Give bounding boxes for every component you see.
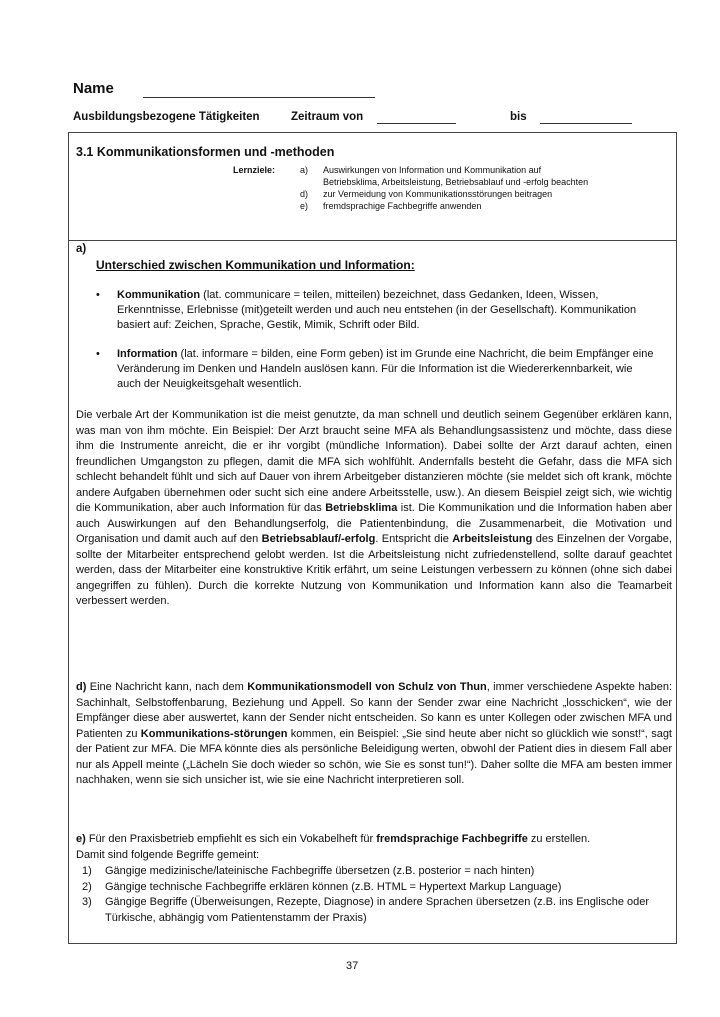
part-e-intro: Damit sind folgende Begriffe gemeint:	[76, 848, 260, 861]
bullet-icon: •	[96, 289, 100, 301]
learning-goals-label: Lernziele:	[233, 165, 276, 175]
list-item: 2) Gängige technische Fachbegriffe erklären können (z.B. HTML = Hypertext Markup Language)	[82, 880, 562, 893]
goal-letter: a)	[300, 165, 309, 175]
goal-letter: d)	[300, 189, 309, 199]
definition-communication: (lat. communicare = teilen, mitteilen) bezeichnet, dass Gedanken, Ideen, Wissen, Erkenntnisse, Erlebnisse (mit)geteilt werden und auch neu entstehen (in der Gesellschaft). Kommunikation basiert auf: Zeichen, Sprache, Gestik, Mimik, Schrift oder Bild.	[117, 289, 637, 331]
part-a-label: a)	[76, 243, 87, 255]
goal-text: zur Vermeidung von Kommunikationsstörungen beitragen	[323, 189, 553, 199]
list-item: 3) Gängige Begriffe (Überweisungen, Rezepte, Diagnose) in andere Sprachen übersetzen (z.B. ins Englische oder Türkische, abhängig vom Patientenstamm der Praxis)	[82, 896, 650, 924]
goal-item	[300, 200, 600, 212]
part-a-heading: Unterschied zwischen Kommunikation und Information:	[96, 258, 415, 272]
activities-label: Ausbildungsbezogene Tätigkeiten	[73, 111, 260, 123]
until-label: bis	[510, 111, 527, 123]
period-to-line[interactable]	[540, 123, 632, 124]
bullet-information	[96, 347, 656, 392]
definition-information: (lat. informare = bilden, eine Form geben) ist im Grunde eine Nachricht, die beim Empfänger eine Veränderung im Denken und Handeln auslösen kann. Für die Information ist die Wiedererkennbarkeit, wie auch der Neuigkeitsgehalt wesentlich.	[117, 348, 654, 390]
goal-item	[300, 164, 600, 188]
part-e-label: e)	[76, 833, 86, 845]
part-d-label: d)	[76, 681, 87, 693]
part-e-paragraph: e) Für den Praxisbetrieb empfiehlt es sich ein Vokabelheft für fremdsprachige Fachbegriffe zu erstellen. Damit sind folgende Begriffe gemeint:	[76, 833, 591, 861]
goal-text: Auswirkungen von Information und Kommunikation auf Betriebsklima, Arbeitsleistung, Betriebsablauf und -erfolg beachten	[323, 165, 589, 187]
learning-goals-list	[300, 164, 600, 212]
goal-text: fremdsprachige Fachbegriffe anwenden	[323, 201, 482, 211]
part-e-list	[76, 864, 672, 926]
page-number: 37	[346, 960, 359, 972]
period-label: Zeitraum von	[291, 111, 364, 123]
bullet-icon: •	[96, 348, 100, 360]
term-information: Information	[117, 348, 178, 360]
goal-letter: e)	[300, 201, 309, 211]
part-d-paragraph: d) Eine Nachricht kann, nach dem Kommunikationsmodell von Schulz von Thun, immer verschiedene Aspekte haben: Sachinhalt, Selbstoffenbarung, Beziehung und Appell. So kann der Sender zwar eine Nachricht „losschicken“, wie der Empfänger diese aber auswertet, kann der Sender nicht entscheiden. So kann es unter Kollegen oder zwischen MFA und Patienten zu Kommunikations-störungen kommen, ein Beispiel: „Sie sind heute aber nicht so glücklich wie sonst!“, sagt der Patient zur MFA. Die MFA könnte dies als persönliche Beleidigung werten, obwohl der Patient dies in diesem Fall aber nur als Appell meinte („Lächeln Sie doch wieder so schön, wie Sie es sonst tun!“). Daher sollte die MFA am besten immer nachhaken, wenn sie sich unsicher ist, wie sie eine Nachricht interpretieren soll.	[76, 681, 673, 786]
term-communication: Kommunikation	[117, 289, 201, 301]
section-title: 3.1 Kommunikationsformen und -methoden	[76, 145, 335, 159]
part-a-paragraph: Die verbale Art der Kommunikation ist die meist genutzte, da man schnell und deutlich seinem Gegenüber erklären kann, was man von ihm möchte. Ein Beispiel: Der Arzt braucht seine MFA als Behandlungsassistenz und möchte, dass diese ihm die Instrumente anreicht, die er ihr vorgibt (mündliche Information). Dabei sollte der Arzt darauf achten, einen freundlichen Umgangston zu pflegen, damit die MFA sich wohlfühlt. Andernfalls besteht die Gefahr, dass die MFA sich schlecht behandelt fühlt und sich auf Dauer von ihrem Arbeitgeber distanzieren möchte (sie meldet sich oft krank, möchte andere Aufgaben übernehmen oder sucht sich eine andere Arbeitsstelle, usw.). An diesem Beispiel zeigt sich, wie wichtig die Kommunikation, aber auch Information für das Betriebsklima ist. Die Kommunikation und die Information haben aber auch Auswirkungen auf den Behandlungserfolg, die Patientenbindung, die Zusammenarbeit, die Motivation und Organisation und damit auch auf den Betriebsablauf/-erfolg. Entspricht die Arbeitsleistung des Einzelnen der Vorgabe, sollte der Mitarbeiter entsprechend gelobt werden. Ist die Arbeitsleistung nicht zufriedenstellend, sollte darauf geachtet werden, dass der Mitarbeiter eine konstruktive Kritik erfährt, um seine Leistungen verbessern zu können (ohne sich dabei angegriffen zu fühlen). Durch die korrekte Nutzung von Kommunikation und Information kann also die Teamarbeit verbessert werden.	[76, 409, 672, 607]
bullet-communication	[96, 288, 656, 333]
name-label: Name	[73, 80, 114, 97]
period-from-line[interactable]	[377, 123, 456, 124]
name-field-line[interactable]	[143, 97, 375, 98]
list-item: 1) Gängige medizinische/lateinische Fachbegriffe übersetzen (z.B. posterior = nach hinten)	[82, 865, 535, 877]
goal-item	[300, 188, 600, 200]
box-divider	[68, 240, 677, 241]
